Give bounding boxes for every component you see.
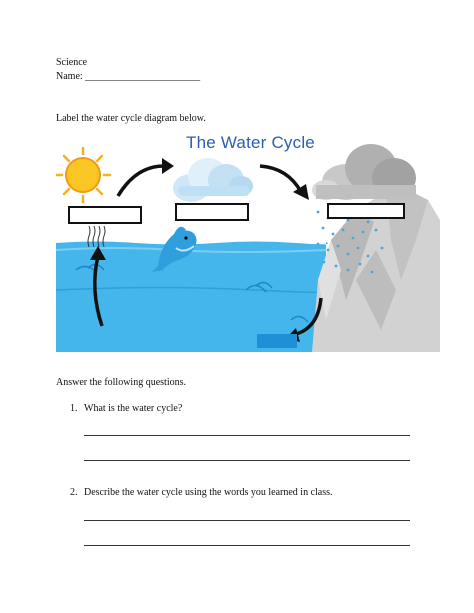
- precipitation-label-box[interactable]: [327, 203, 405, 219]
- sun-icon: [56, 148, 110, 202]
- question-2-answer-line-2[interactable]: [84, 545, 410, 546]
- water-cycle-diagram: [56, 130, 440, 352]
- rain-cloud-icon: [312, 144, 416, 200]
- name-field-label: Name: _______________________: [56, 71, 201, 82]
- white-cloud-icon: [173, 158, 253, 202]
- question-1-answer-line-2[interactable]: [84, 460, 410, 461]
- subject-label: Science: [56, 57, 88, 68]
- condensation-label-box[interactable]: [175, 203, 249, 221]
- questions-instructions: Answer the following questions.: [56, 377, 186, 388]
- question-2-answer-line-1[interactable]: [84, 520, 410, 521]
- question-2-text: Describe the water cycle using the words you learned in class.: [84, 487, 333, 498]
- question-1-answer-line-1[interactable]: [84, 435, 410, 436]
- collection-label-box[interactable]: [257, 334, 297, 348]
- evaporation-label-box[interactable]: [68, 206, 142, 224]
- diagram-instructions: Label the water cycle diagram below.: [56, 113, 206, 124]
- diagram-title: The Water Cycle: [186, 133, 315, 152]
- question-1-number: 1.: [70, 403, 78, 414]
- question-2-number: 2.: [70, 487, 78, 498]
- question-1-text: What is the water cycle?: [84, 403, 183, 414]
